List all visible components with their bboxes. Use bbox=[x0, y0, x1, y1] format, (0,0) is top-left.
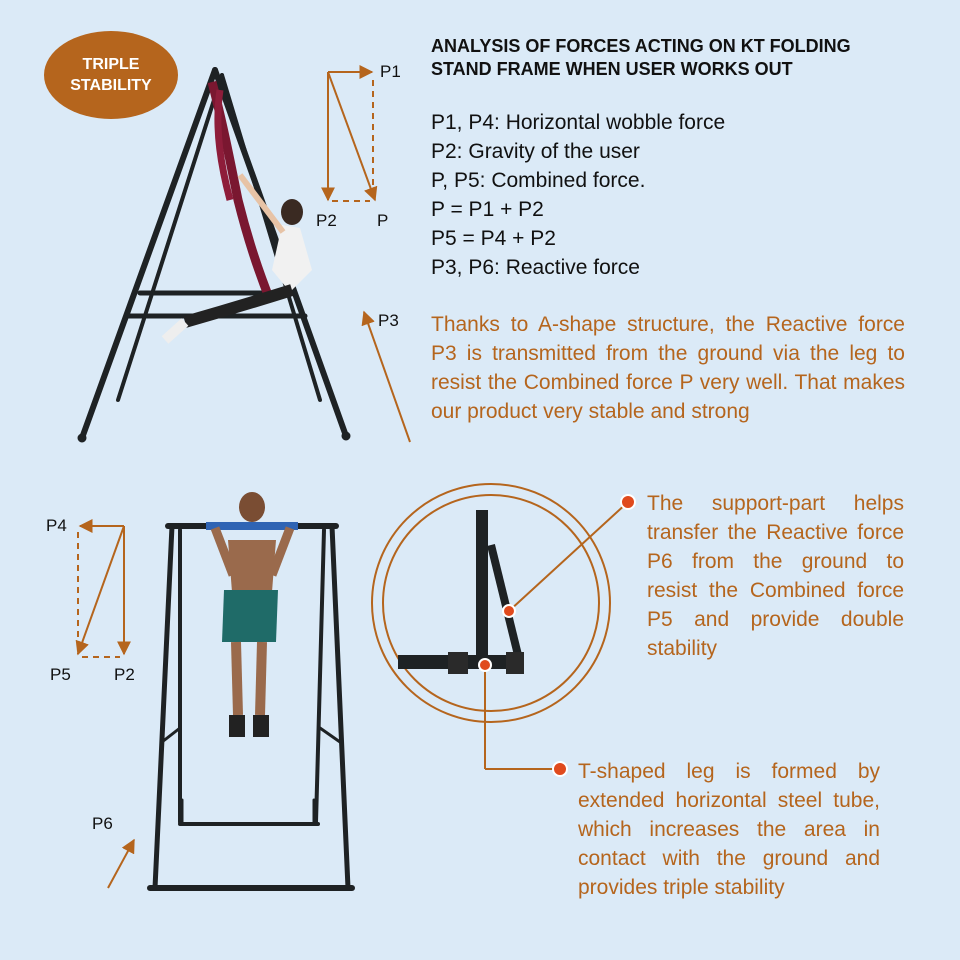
t-shaped-leg-paragraph: T-shaped leg is formed by extended horizontal steel tube, which increases the area in contact with the ground and provides triple stability bbox=[578, 760, 880, 899]
label-p2-bottom: P2 bbox=[114, 665, 135, 684]
legend-item: P1, P4: Horizontal wobble force bbox=[431, 111, 726, 134]
label-p6: P6 bbox=[92, 814, 113, 833]
badge-line-2: STABILITY bbox=[70, 77, 152, 94]
badge-line-1: TRIPLE bbox=[82, 56, 140, 73]
a-shape-paragraph: Thanks to A-shape structure, the Reactive force P3 is transmitted from the ground via the leg to resist the Combined force P very well. That makes our product very stable and strong bbox=[431, 313, 905, 423]
detail-zoom-circle bbox=[372, 484, 610, 722]
label-p1: P1 bbox=[380, 62, 401, 81]
legend-item: P = P1 + P2 bbox=[431, 198, 544, 221]
callout-dots bbox=[479, 495, 635, 776]
heading-line-2: STAND FRAME WHEN USER WORKS OUT bbox=[431, 59, 793, 79]
label-p5: P5 bbox=[50, 665, 71, 684]
heading-line-1: ANALYSIS OF FORCES ACTING ON KT FOLDING bbox=[431, 36, 851, 56]
top-force-vectors bbox=[328, 72, 410, 442]
label-p3: P3 bbox=[378, 311, 399, 330]
callout-connectors bbox=[485, 502, 628, 769]
label-p4: P4 bbox=[46, 516, 67, 535]
legend-item: P5 = P4 + P2 bbox=[431, 227, 556, 250]
label-p: P bbox=[377, 211, 389, 230]
label-p2-top: P2 bbox=[316, 211, 337, 230]
support-part-paragraph: The support-part helps transfer the Reactive force P6 from the ground to resist the Combined force P5 and provide double stability bbox=[647, 492, 904, 660]
legend-item: P3, P6: Reactive force bbox=[431, 256, 640, 279]
legend-item: P, P5: Combined force. bbox=[431, 169, 646, 192]
legend-item: P2: Gravity of the user bbox=[431, 140, 640, 163]
a-frame-stand bbox=[78, 70, 350, 442]
